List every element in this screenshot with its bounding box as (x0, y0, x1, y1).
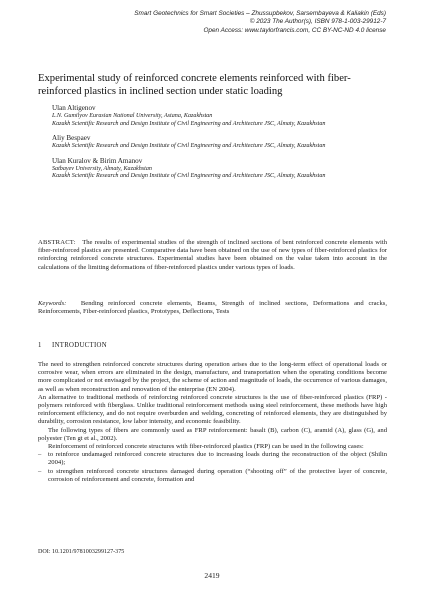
list-item (38, 451, 387, 467)
abstract (38, 239, 387, 272)
page-number: 2419 (204, 571, 220, 580)
abstract-text: The results of experimental studies of the strength of inclined sections of bent reinforced concrete elements with fiber-reinforced plastics are presented. Comparative data have been obtained on the use of new types of fiber-reinforced plastics for reinforcing reinforced concrete structures. Experimental studies have been obtained on the value taken into account in the calculations of the limiting deformations of fiber-reinforced plastics under various types of loads. (38, 239, 387, 271)
header-book-line: Smart Geotechnics for Smart Societies – Zhussupbekov, Sarsembayeva & Kaliakin (Eds) (134, 10, 386, 17)
body-paragraph: The following types of fibers are commonly used as FRP reinforcement: basalt (B), carbon (C), aramid (A), glass (G), and polyester (Ten gt et al., 2002). (38, 426, 387, 442)
header-isbn-line: © 2023 The Author(s), ISBN 978-1-003-29912-7 (249, 18, 386, 26)
section-title: INTRODUCTION (52, 342, 107, 349)
list-marker: – (38, 467, 42, 475)
doi-link[interactable]: DOI: 10.1201/9781003299127-375 (38, 549, 125, 555)
list-item-text: to reinforce undamaged reinforced concrete structures due to increasing loads during the reconstruction of the object (Shilin 2004); (48, 451, 387, 467)
header-license-line: Open Access: www.taylorfrancis.com, CC BY-NC-ND 4.0 license (203, 26, 386, 34)
abstract-label: ABSTRACT: (38, 239, 76, 246)
keywords-text: Bending reinforced concrete elements, Beams, Strength of inclined sections, Deformations and cracks, Reinforcements, Fiber-reinforced plastics, Prototypes, Deflections, Tests (38, 300, 387, 316)
author-name: Aliy Bespaev (52, 134, 91, 143)
author-block (52, 104, 388, 181)
list-marker: – (38, 451, 42, 459)
section-heading (38, 342, 387, 349)
keywords-label: Keywords: (38, 300, 67, 307)
author-name: Ulan Kuralov & Birim Amanov (52, 156, 143, 165)
keywords (38, 300, 387, 316)
author-affiliation: Kazakh Scientific Research and Design Institute of Civil Engineering and Architecture JSC, Almaty, Kazakhstan (52, 143, 326, 150)
body-paragraph: An alternative to traditional methods of reinforcing reinforced concrete structures is the use of fiber-reinforced plastics (FRP) - polymers reinforced with fiberglass. Unlike traditional reinforcement methods using steel reinforcement, these methods have high reinforcement efficiency, and do not require overburden and welding, concreting of reinforced elements, they are distinguished by durability, corrosion resistance, low labor intensity, and economic feasibility. (38, 393, 387, 426)
author-affiliation: Satbayev University, Almaty, Kazakhstan (52, 165, 152, 172)
list-item-text: to strengthen reinforced concrete structures damaged during operation (“shooting off” of the protective layer of concrete, corrosion of reinforcement and concrete, formation and (48, 467, 387, 483)
author-affiliation: Kazakh Scientific Research and Design Institute of Civil Engineering and Architecture JSC, Almaty, Kazakhstan (52, 120, 326, 127)
section-number: 1 (38, 342, 42, 349)
list-item (38, 468, 387, 484)
body-paragraph: Reinforcement of reinforced concrete structures with fiber-reinforced plastics (FRP) can be used in the following cases: (48, 443, 364, 451)
body-text (38, 361, 387, 484)
running-header (26, 10, 386, 35)
author-affiliation: Kazakh Scientific Research and Design Institute of Civil Engineering and Architecture JSC, Almaty, Kazakhstan (52, 173, 326, 180)
body-paragraph: The need to strengthen reinforced concrete structures during operation arises due to the long-term effect of operational loads or corrosive wear, when errors are eliminated in the design, manufacture, and transportation when the operating conditions become more complicated or not envisaged by the project, the scheme of action and magnitude of loads, the occurrence of various damages, as well as when reconstruction and renovation of the enterprise (EN 2004). (38, 361, 387, 393)
paper-title: Experimental study of reinforced concrete elements reinforced with fiber-reinforced plastics in inclined section under static loading (38, 73, 351, 97)
bullet-list (38, 451, 387, 484)
author-affiliation: L.N. Gumilyov Eurasian National University, Astana, Kazakhstan (52, 113, 213, 119)
author-name: Ulan Altigenov (52, 104, 96, 112)
